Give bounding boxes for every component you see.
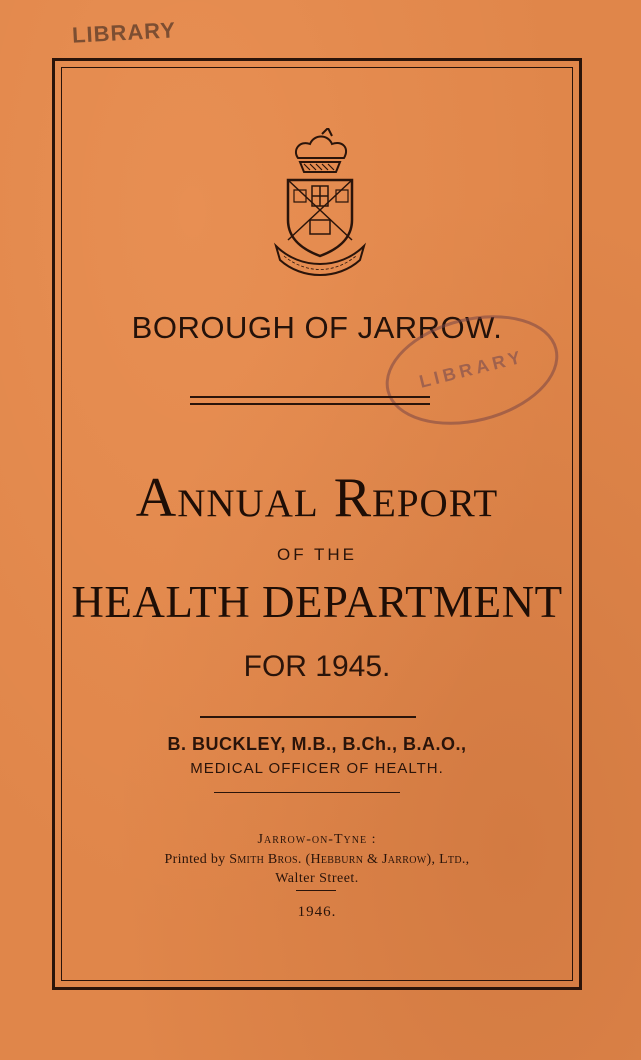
library-stamp-top: LIBRARY [71,17,177,48]
imprint-place: Jarrow-on-Tyne : [257,832,377,847]
report-title-of-the: OF THE [276,545,358,564]
imprint-year: 1946. [297,904,337,920]
imprint-address: Walter Street. [275,871,359,886]
library-oval-stamp-text: LIBRARY [417,346,527,392]
report-year: FOR 1945. [243,650,391,683]
borough-coat-of-arms-icon [270,128,370,278]
report-title: Annual Report [135,467,499,529]
imprint-printer-suffix: , [465,852,470,867]
imprint-printer-name: Smith Bros. (Hebburn & Jarrow), Ltd. [229,852,466,867]
author-name: B. BUCKLEY, M.B., B.Ch., B.A.O., [167,734,467,754]
divider-short [296,890,336,891]
divider-upper [200,716,416,718]
double-divider [190,396,430,405]
borough-heading: BOROUGH OF JARROW. [131,310,503,345]
author-role: MEDICAL OFFICER OF HEALTH. [190,760,444,777]
imprint-printer-prefix: Printed by [164,852,230,867]
imprint-printer [61,852,573,868]
divider-lower [214,792,400,793]
report-title-department: HEALTH DEPARTMENT [71,577,563,627]
